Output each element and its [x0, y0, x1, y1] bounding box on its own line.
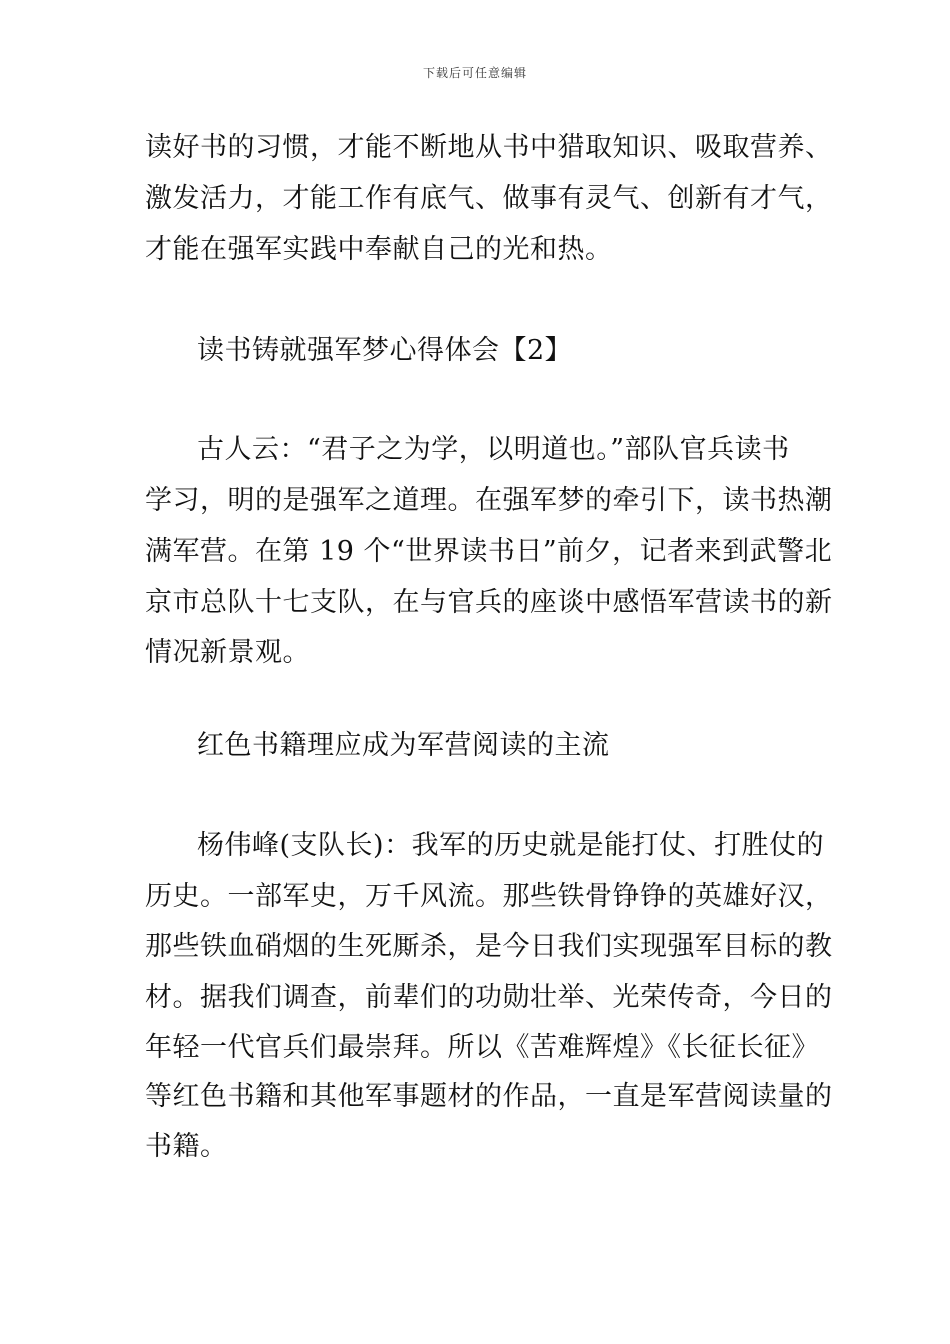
paragraph-line: 等红色书籍和其他军事题材的作品，一直是军营阅读量的 [145, 1081, 833, 1112]
paragraph-line: 材。据我们调查，前辈们的功勋壮举、光荣传奇，今日的 [145, 982, 833, 1013]
section-heading: 读书铸就强军梦心得体会【2】 [197, 335, 573, 366]
paragraph-line: 杨伟峰(支队长)：我军的历史就是能打仗、打胜仗的 [197, 830, 825, 861]
paragraph-line: 历史。一部军史，万千风流。那些铁骨铮铮的英雄好汉， [145, 881, 833, 912]
page-header: 下载后可任意编辑 [422, 66, 527, 80]
paragraph-line: 情况新景观。 [145, 637, 310, 668]
paragraph-line: 读好书的习惯，才能不断地从书中猎取知识、吸取营养、 [145, 132, 833, 163]
paragraph-line: 激发活力，才能工作有底气、做事有灵气、创新有才气， [145, 183, 833, 214]
paragraph-line: 古人云：“君子之为学，以明道也。”部队官兵读书 [197, 434, 790, 465]
paragraph-line: 满军营。在第 19 个“世界读书日”前夕，记者来到武警北 [145, 536, 833, 567]
paragraph-line: 年轻一代官兵们最崇拜。所以《苦难辉煌》《长征长征》 [145, 1032, 819, 1063]
paragraph-line: 学习，明的是强军之道理。在强军梦的牵引下，读书热潮 [145, 485, 833, 516]
paragraph-line: 才能在强军实践中奉献自己的光和热。 [145, 234, 613, 265]
paragraph-line: 书籍。 [145, 1131, 228, 1162]
paragraph-line: 那些铁血硝烟的生死厮杀，是今日我们实现强军目标的教 [145, 931, 833, 962]
section-heading: 红色书籍理应成为军营阅读的主流 [197, 730, 610, 761]
paragraph-line: 京市总队十七支队，在与官兵的座谈中感悟军营读书的新 [145, 587, 833, 618]
